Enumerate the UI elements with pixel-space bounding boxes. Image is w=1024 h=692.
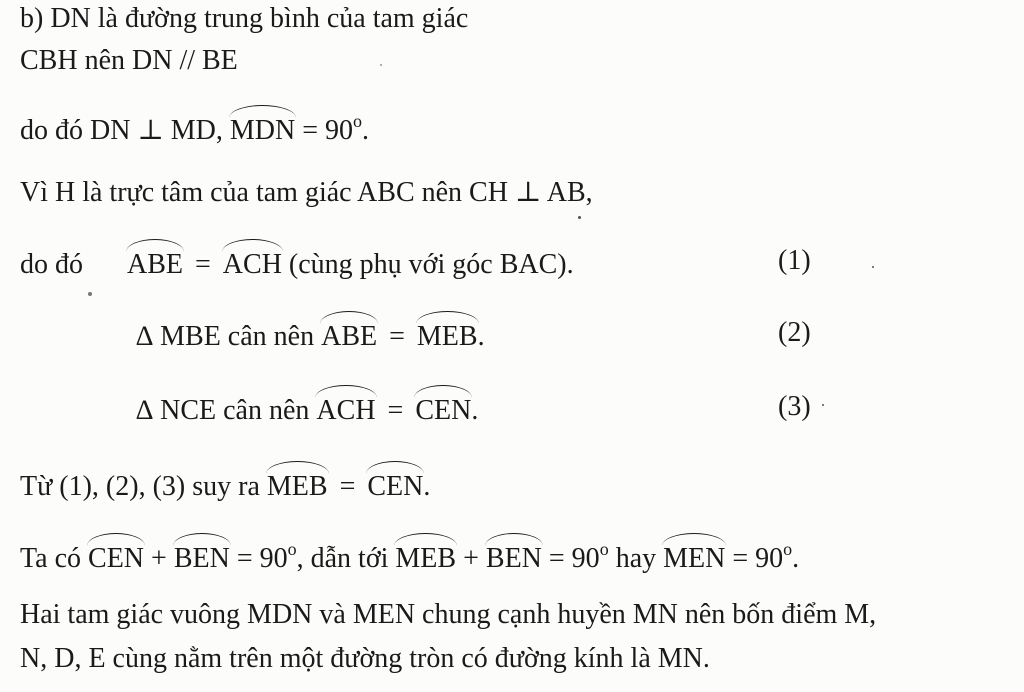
degree-sign: o <box>599 539 609 559</box>
text-segment: Từ (1), (2), (3) suy ra <box>20 471 267 502</box>
equals-sign: = <box>387 395 404 426</box>
angle-ach: ACH <box>223 244 282 282</box>
text-line-1: b) DN là đường trung bình của tam giác <box>20 3 469 34</box>
scan-speck <box>380 64 382 66</box>
equals-sign: = <box>339 471 356 502</box>
equation-number-3: (3) <box>778 391 811 422</box>
angle-cen: CEN <box>415 390 471 428</box>
angle-ben: BEN <box>486 538 542 576</box>
scan-speck <box>822 404 824 406</box>
angle-abe: ABE <box>127 244 183 282</box>
angle-cen: CEN <box>88 538 144 576</box>
angle-abe: ABE <box>321 316 377 354</box>
degree-sign: o <box>783 539 793 559</box>
text-line-9 <box>20 538 799 576</box>
text-segment: . <box>471 395 479 426</box>
text-segment: = 90 <box>295 115 354 146</box>
text-line-2: CBH nên DN // BE <box>20 45 238 76</box>
text-segment: . <box>362 115 370 146</box>
equals-sign: = <box>389 321 405 352</box>
scan-speck <box>578 216 581 219</box>
text-segment: . <box>792 543 800 574</box>
angle-ben: BEN <box>174 538 230 576</box>
text-segment: , dẫn tới <box>296 543 396 574</box>
scan-speck <box>872 266 874 268</box>
text-segment: = 90 <box>541 543 600 574</box>
text-line-4: Vì H là trực tâm của tam giác ABC nên CH ⊥ AB, <box>20 177 593 208</box>
text-line-5 <box>20 244 574 282</box>
text-segment: . <box>477 321 485 352</box>
equals-sign: = <box>195 249 211 280</box>
plus-sign: + <box>144 543 174 574</box>
text-segment: hay <box>608 543 664 574</box>
plus-sign: + <box>456 543 486 574</box>
text-segment: ∆ NCE cân nên <box>136 395 317 426</box>
text-segment: = 90 <box>725 543 784 574</box>
degree-sign: o <box>287 539 297 559</box>
angle-meb: MEB <box>267 466 328 504</box>
equation-number-2: (2) <box>778 317 811 348</box>
text-segment: = 90 <box>229 543 288 574</box>
text-segment: Ta có <box>20 543 89 574</box>
text-segment: (cùng phụ với góc BAC). <box>281 249 574 280</box>
degree-sign: o <box>353 111 363 131</box>
text-segment: do đó <box>20 249 83 280</box>
equation-number-1: (1) <box>778 245 811 276</box>
text-line-8 <box>20 466 430 504</box>
text-line-3 <box>20 110 369 148</box>
text-line-7 <box>136 390 478 428</box>
text-line-10: Hai tam giác vuông MDN và MEN chung cạnh huyền MN nên bốn điểm M, <box>20 599 877 630</box>
text-line-11: N, D, E cùng nằm trên một đường tròn có đường kính là MN. <box>20 643 710 674</box>
text-segment: . <box>423 471 431 502</box>
scan-speck <box>88 292 92 296</box>
angle-meb: MEB <box>417 316 478 354</box>
text-segment: ∆ MBE cân nên <box>136 321 322 352</box>
angle-men: MEN <box>663 538 725 576</box>
angle-mdn: MDN <box>230 110 295 148</box>
text-segment: do đó DN ⊥ MD, <box>20 115 230 146</box>
angle-ach: ACH <box>316 390 375 428</box>
angle-meb: MEB <box>395 538 456 576</box>
text-line-6 <box>136 316 485 354</box>
angle-cen: CEN <box>367 466 423 504</box>
